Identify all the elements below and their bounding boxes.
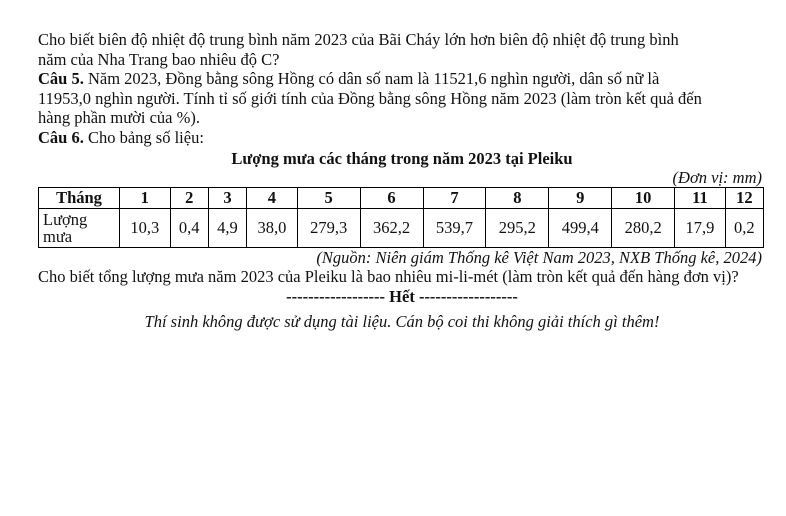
rainfall-table [38, 187, 764, 248]
month-cell: 1 [120, 188, 171, 209]
exam-page [38, 30, 766, 331]
rainfall-cell: 280,2 [612, 209, 675, 248]
intro-line-1: Cho biết biên độ nhiệt độ trung bình năm 2023 của Bãi Cháy lớn hơn biên độ nhiệt độ trung bình [38, 30, 679, 49]
question-5-line-1 [38, 69, 766, 89]
row-label-rainfall [39, 209, 120, 248]
rainfall-cell: 17,9 [675, 209, 726, 248]
question-6-label: Câu 6. [38, 127, 84, 147]
month-cell: 9 [549, 188, 612, 209]
question-5-line-2: 11953,0 nghìn người. Tính tỉ số giới tính của Đồng bằng sông Hồng năm 2023 (làm tròn kết quả đến [38, 88, 702, 108]
question-5-label: Câu 5. [38, 69, 84, 88]
rainfall-cell: 362,2 [360, 209, 423, 248]
question-5-line-3: hàng phần mười của %). [38, 108, 200, 127]
month-cell: 10 [612, 188, 675, 209]
table-header-row [39, 188, 764, 209]
month-cell: 2 [170, 188, 208, 209]
rainfall-cell: 4,9 [208, 209, 246, 248]
rainfall-cell: 38,0 [247, 209, 298, 248]
question-5-text-1: Năm 2023, Đồng bằng sông Hồng có dân số nam là 11521,6 nghìn người, dân số nữ là [87, 69, 660, 88]
row-label-line-2: mưa [43, 227, 73, 246]
header-month-label: Tháng [39, 188, 120, 209]
question-6-line [38, 128, 766, 148]
intro-line-2: năm của Nha Trang bao nhiêu độ C? [38, 49, 280, 69]
rainfall-cell: 0,4 [170, 209, 208, 248]
rainfall-cell: 279,3 [297, 209, 360, 248]
month-cell: 7 [423, 188, 486, 209]
month-cell: 12 [725, 188, 763, 209]
rainfall-cell: 295,2 [486, 209, 549, 248]
rainfall-cell: 0,2 [725, 209, 763, 248]
question-6-text: Cho bảng số liệu: [87, 127, 204, 147]
table-unit: (Đơn vị: mm) [672, 168, 762, 187]
table-data-row [39, 209, 764, 248]
rainfall-cell: 10,3 [120, 209, 171, 248]
footer-note: Thí sinh không được sử dụng tài liệu. Cán bộ coi thi không giải thích gì thêm! [144, 311, 660, 331]
table-title: Lượng mưa các tháng trong năm 2023 tại Pleiku [231, 149, 573, 168]
month-cell: 5 [297, 188, 360, 209]
row-label-line-1: Lượng [43, 210, 88, 229]
end-marker: ------------------ Hết ------------------ [286, 286, 518, 306]
month-cell: 3 [208, 188, 246, 209]
month-cell: 4 [247, 188, 298, 209]
month-cell: 11 [675, 188, 726, 209]
rainfall-cell: 499,4 [549, 209, 612, 248]
month-cell: 8 [486, 188, 549, 209]
rainfall-cell: 539,7 [423, 209, 486, 248]
month-cell: 6 [360, 188, 423, 209]
table-source: (Nguồn: Niên giám Thống kê Việt Nam 2023, NXB Thống kê, 2024) [316, 248, 762, 267]
question-6-question: Cho biết tổng lượng mưa năm 2023 của Pleiku là bao nhiêu mi-li-mét (làm tròn kết quả đến hàng đơn vị)? [38, 267, 739, 286]
